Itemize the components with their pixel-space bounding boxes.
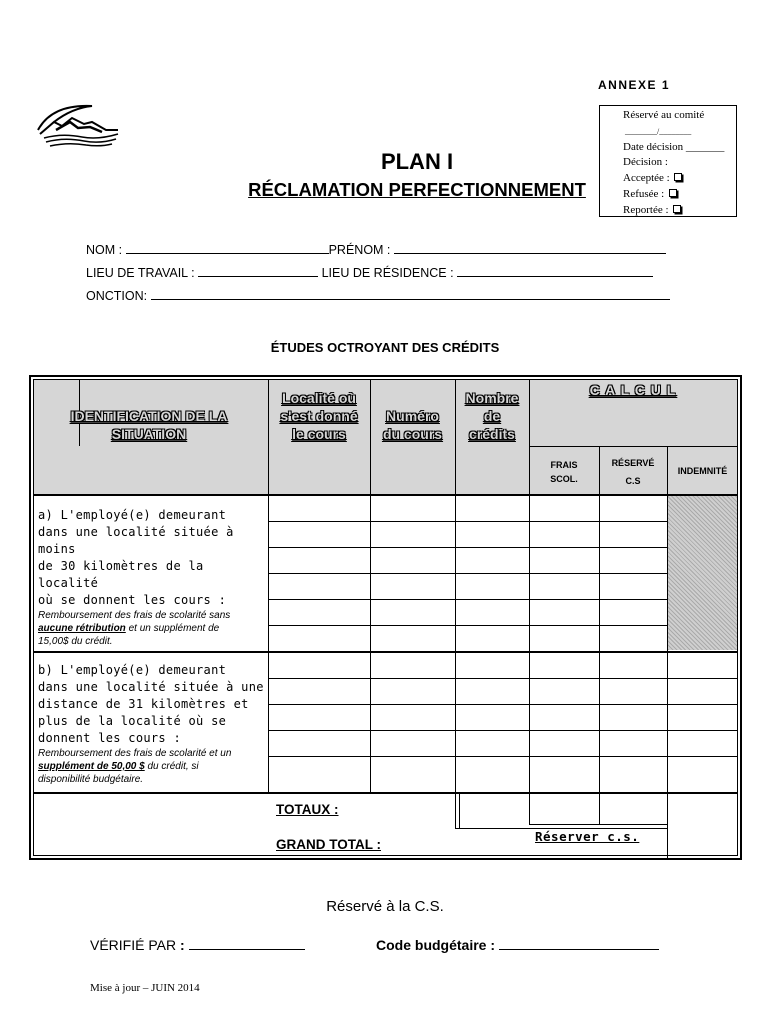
section-title: ÉTUDES OCTROYANT DES CRÉDITS (270, 340, 500, 355)
prenom-label: PRÉNOM : (328, 243, 391, 257)
acceptee-checkbox[interactable] (674, 173, 682, 181)
date-decision-field[interactable]: Date décision _______ (623, 140, 725, 153)
verifie-par-row: VÉRIFIÉ PAR : (90, 935, 305, 953)
header-identification: IDENTIFICATION DE LA SITUATION (70, 408, 228, 442)
situation-b-note: Remboursement des frais de scolarité et un supplément de 50,00 $ du crédit, si disponibilité budgétaire. (38, 748, 232, 785)
page-title: PLAN I (380, 149, 454, 174)
lieu-travail-field[interactable] (198, 264, 318, 277)
committee-reserved-box (599, 105, 737, 217)
indemnite-shaded-cell (668, 496, 737, 650)
header-reserve: RÉSERVÉ C.S (611, 458, 655, 486)
header-localite: Localité où s'est donné le cours (280, 390, 358, 442)
grand-total-label: GRAND TOTAL : (276, 837, 381, 852)
verifie-par-field[interactable] (189, 935, 305, 950)
code-budgetaire-row (376, 935, 659, 953)
reportee-checkbox[interactable] (673, 205, 681, 213)
prenom-field[interactable] (394, 241, 666, 254)
header-numero: Numéro du cours (382, 408, 443, 442)
date-line[interactable]: ________/________ (625, 126, 692, 136)
header-calcul: C A L C U L (589, 382, 677, 398)
update-date: Mise à jour – JUIN 2014 (90, 982, 200, 994)
refusee-option[interactable]: Refusée : (623, 187, 736, 203)
refusee-checkbox[interactable] (669, 189, 677, 197)
lieu-row (86, 264, 653, 280)
lieu-residence-field[interactable] (457, 264, 653, 277)
nom-row (86, 241, 666, 257)
lieu-travail-label: LIEU DE TRAVAIL : (86, 266, 195, 280)
reserve-cs-label: Réservé à la C.S. (326, 898, 444, 915)
code-budgetaire-field[interactable] (499, 935, 659, 950)
totaux-label: TOTAUX : (276, 802, 339, 817)
reportee-option[interactable]: Reportée : (623, 203, 736, 219)
committee-title: Réservé au comité (623, 109, 705, 121)
situation-a-text: a) L'employé(e) demeurant dans une localité située à moins de 30 kilomètres de la localité où se donnent les cours : (38, 508, 234, 607)
situation-a (38, 507, 270, 648)
nom-label: NOM : (86, 243, 123, 257)
header-frais: FRAIS SCOL. (550, 460, 578, 484)
reserver-cs-label: Réserver c.s. (535, 829, 640, 844)
lieu-residence-label: LIEU DE RÉSIDENCE : (321, 266, 454, 280)
fonction-label: ONCTION: (86, 289, 148, 303)
mountain-water-logo-icon (32, 100, 124, 155)
annexe-label: ANNEXE 1 (598, 78, 671, 92)
page-subtitle: RÉCLAMATION PERFECTIONNEMENT (248, 179, 586, 200)
situation-b-text: b) L'employé(e) demeurant dans une localité située à une distance de 31 kilomètres et plus de la localité où se donnent les cours : (38, 663, 264, 745)
acceptee-option[interactable]: Acceptée : (623, 171, 736, 187)
situation-a-note: Remboursement des frais de scolarité sans aucune rétribution et un supplément de 15,00$ du crédit. (38, 610, 231, 647)
fonction-row (86, 287, 670, 303)
verifie-par-label: VÉRIFIÉ PAR (90, 937, 177, 953)
header-indemnite: INDEMNITÉ (677, 466, 728, 476)
fonction-field[interactable] (151, 287, 670, 300)
decision-label: Décision : (623, 156, 668, 169)
code-budgetaire-label: Code budgétaire : (376, 937, 496, 953)
header-nombre: Nombre de crédits (465, 390, 519, 442)
situation-b (38, 662, 270, 786)
nom-field[interactable] (126, 241, 329, 254)
